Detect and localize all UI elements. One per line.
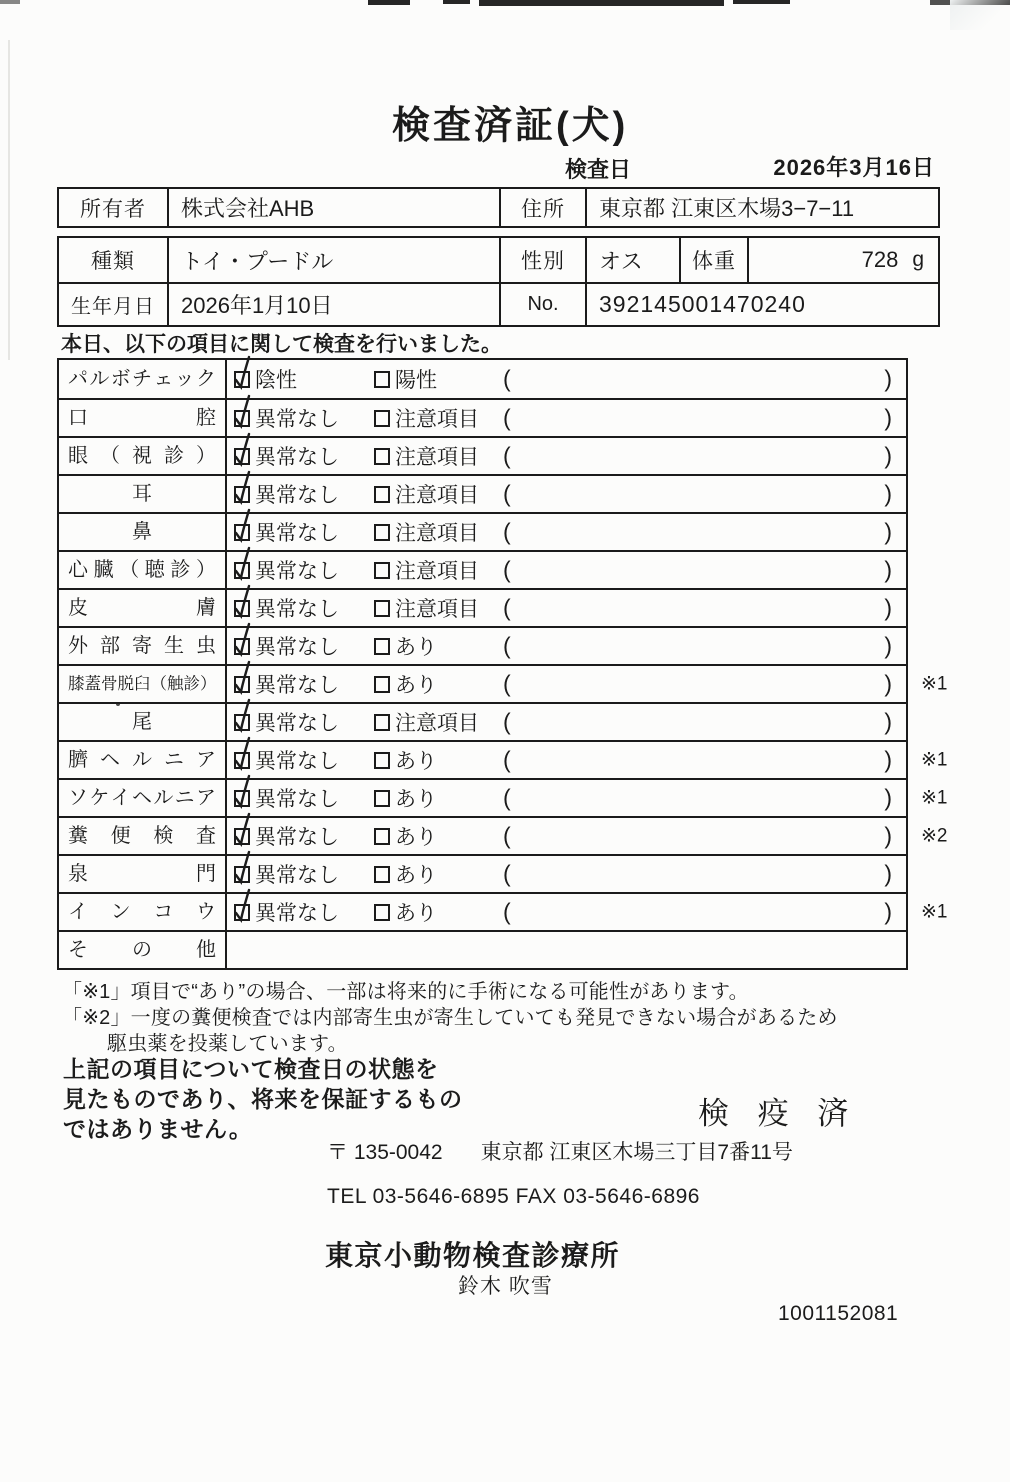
result-option-secondary bbox=[374, 403, 479, 433]
checklist-row bbox=[59, 588, 906, 626]
remarks-paren-open: ( bbox=[503, 518, 511, 545]
checklist-row-content bbox=[227, 438, 906, 474]
checkbox-checked-icon bbox=[234, 866, 250, 883]
result-option-secondary-label: あり bbox=[395, 636, 437, 659]
result-option-secondary bbox=[374, 897, 437, 927]
checklist-item-label: 泉 門 bbox=[59, 856, 227, 892]
remarks-paren-open: ( bbox=[503, 784, 511, 811]
result-option-secondary bbox=[374, 631, 437, 661]
check-mark-icon bbox=[232, 812, 254, 848]
result-option-secondary-label: 注意項目 bbox=[395, 522, 479, 545]
result-option-secondary bbox=[374, 364, 437, 394]
remarks-paren-close: ) bbox=[884, 365, 892, 392]
result-option-primary bbox=[234, 745, 339, 775]
scan-shade bbox=[950, 0, 1010, 30]
footnote-2-line1: 「※2」一度の糞便検査では内部寄生虫が寄生していても発見できない場合があるため bbox=[62, 1007, 838, 1029]
result-option-secondary-label: あり bbox=[395, 750, 437, 773]
weight-unit: g bbox=[912, 248, 924, 271]
sex-label: 性別 bbox=[499, 238, 585, 282]
remarks-paren-close: ) bbox=[884, 670, 892, 697]
scan-artifact bbox=[368, 0, 410, 5]
inspection-date-label: 検査日 bbox=[565, 157, 632, 182]
result-option-primary bbox=[234, 897, 339, 927]
result-option-secondary-label: 注意項目 bbox=[395, 712, 479, 735]
disclaimer-line: 上記の項目について検査日の状態を bbox=[63, 1056, 439, 1082]
checklist-item-label: 膝 蓋 骨 脱 臼 （ 触 診 ） bbox=[59, 666, 227, 702]
no-label: No. bbox=[499, 284, 585, 325]
result-option-primary-label: 異常なし bbox=[255, 560, 339, 583]
remarks-paren-close: ) bbox=[884, 708, 892, 735]
check-mark-icon bbox=[232, 888, 254, 924]
result-option-primary-label: 異常なし bbox=[255, 636, 339, 659]
result-option-secondary bbox=[374, 593, 479, 623]
result-option-primary bbox=[234, 555, 339, 585]
checklist-row-content bbox=[227, 400, 906, 436]
checklist-row bbox=[59, 702, 906, 740]
clinic-postal-code: 〒 135-0042 bbox=[327, 1141, 443, 1164]
result-option-primary-label: 異常なし bbox=[255, 598, 339, 621]
weight-value bbox=[747, 238, 938, 282]
result-option-primary-label: 異常なし bbox=[255, 826, 339, 849]
result-option-primary-label: 異常なし bbox=[255, 484, 339, 507]
footnote-ref: ※1 bbox=[921, 673, 948, 695]
checklist-row-content bbox=[227, 894, 906, 930]
result-option-primary bbox=[234, 403, 339, 433]
result-option-primary bbox=[234, 364, 297, 394]
serial-number: 1001152081 bbox=[778, 1302, 899, 1325]
quarantine-stamp: 検 疫 済 bbox=[698, 1096, 859, 1131]
result-option-primary-label: 異常なし bbox=[255, 446, 339, 469]
checklist-row bbox=[59, 854, 906, 892]
checkbox-icon bbox=[374, 600, 390, 617]
checkbox-checked-icon bbox=[234, 828, 250, 845]
remarks-paren-open: ( bbox=[503, 556, 511, 583]
owner-value: 株式会社AHB bbox=[167, 189, 499, 226]
checkbox-icon bbox=[374, 371, 390, 388]
checklist-item-label: 心 臓 （ 聴 診 ） bbox=[59, 552, 227, 588]
checkbox-icon bbox=[374, 448, 390, 465]
info-table bbox=[57, 236, 940, 327]
footnote-ref: ※2 bbox=[921, 825, 948, 847]
result-option-primary bbox=[234, 821, 339, 851]
remarks-paren-close: ) bbox=[884, 898, 892, 925]
footnote-ref: ※1 bbox=[921, 901, 948, 923]
scan-artifact bbox=[733, 0, 790, 4]
checklist-item-label: 耳 bbox=[59, 476, 227, 512]
result-option-secondary bbox=[374, 745, 437, 775]
clinic-name: 東京小動物検査診療所 bbox=[325, 1240, 621, 1271]
result-option-secondary-label: 陽性 bbox=[395, 369, 437, 392]
check-mark-icon bbox=[232, 774, 254, 810]
inspection-date-value: 2026年3月16日 bbox=[773, 155, 935, 180]
checkbox-checked-icon bbox=[234, 600, 250, 617]
remarks-paren-close: ) bbox=[884, 822, 892, 849]
checkbox-checked-icon bbox=[234, 676, 250, 693]
birth-label: 生年月日 bbox=[71, 296, 155, 318]
footnote-1: 「※1」項目で“あり”の場合、一部は将来的に手術になる可能性があります。 bbox=[62, 981, 749, 1003]
result-option-primary-label: 異常なし bbox=[255, 864, 339, 887]
checkbox-checked-icon bbox=[234, 562, 250, 579]
result-option-secondary bbox=[374, 479, 479, 509]
birth-value: 2026年1月10日 bbox=[167, 284, 499, 325]
remarks-paren-open: ( bbox=[503, 365, 511, 392]
result-option-primary bbox=[234, 707, 339, 737]
result-option-primary bbox=[234, 859, 339, 889]
remarks-paren-close: ) bbox=[884, 746, 892, 773]
result-option-primary bbox=[234, 593, 339, 623]
owner-table bbox=[57, 187, 940, 228]
result-option-secondary-label: 注意項目 bbox=[395, 408, 479, 431]
checklist-row bbox=[59, 930, 906, 968]
footnote-ref: ※1 bbox=[921, 749, 948, 771]
checklist-item-label: 鼻 bbox=[59, 514, 227, 550]
checkbox-checked-icon bbox=[234, 524, 250, 541]
result-option-secondary bbox=[374, 859, 437, 889]
result-option-secondary-label: あり bbox=[395, 674, 437, 697]
checklist-row-content bbox=[227, 932, 906, 968]
page-edge-line bbox=[8, 40, 10, 360]
checklist-row bbox=[59, 816, 948, 854]
result-option-primary bbox=[234, 631, 339, 661]
checklist-table bbox=[57, 358, 948, 970]
result-option-secondary bbox=[374, 783, 437, 813]
checklist-row-content bbox=[227, 856, 906, 892]
check-mark-icon bbox=[232, 546, 254, 582]
checklist-row bbox=[59, 664, 948, 702]
checkbox-checked-icon bbox=[234, 371, 250, 388]
result-option-secondary bbox=[374, 821, 437, 851]
checkbox-checked-icon bbox=[234, 904, 250, 921]
result-option-primary-label: 異常なし bbox=[255, 408, 339, 431]
checklist-item-label: そ の 他 bbox=[59, 932, 227, 968]
checkbox-checked-icon bbox=[234, 790, 250, 807]
result-option-secondary-label: あり bbox=[395, 826, 437, 849]
remarks-paren-close: ) bbox=[884, 404, 892, 431]
checkbox-icon bbox=[374, 828, 390, 845]
disclaimer-line: 見たものであり、将来を保証するもの bbox=[63, 1086, 463, 1112]
remarks-paren-open: ( bbox=[503, 898, 511, 925]
checklist-row-content bbox=[227, 704, 906, 740]
checklist-row bbox=[59, 778, 948, 816]
checkbox-icon bbox=[374, 524, 390, 541]
check-mark-icon bbox=[232, 660, 254, 696]
check-mark-icon bbox=[232, 470, 254, 506]
result-option-secondary-label: 注意項目 bbox=[395, 560, 479, 583]
result-option-secondary bbox=[374, 555, 479, 585]
footnote-2-line2: 駆虫薬を投薬しています。 bbox=[107, 1033, 348, 1055]
checklist-item-label: パ ル ボ チ ェ ッ ク bbox=[59, 360, 227, 398]
checklist-row bbox=[59, 892, 948, 930]
checkbox-icon bbox=[374, 562, 390, 579]
result-option-secondary bbox=[374, 707, 479, 737]
checklist-row bbox=[59, 436, 906, 474]
remarks-paren-open: ( bbox=[503, 594, 511, 621]
checklist-item-label: 尾 bbox=[59, 704, 227, 740]
checklist-row bbox=[59, 512, 906, 550]
checklist-item-label: 糞 便 検 査 bbox=[59, 818, 227, 854]
result-option-secondary bbox=[374, 517, 479, 547]
result-option-primary-label: 異常なし bbox=[255, 712, 339, 735]
address-label: 住所 bbox=[499, 189, 585, 226]
checklist-row bbox=[59, 740, 948, 778]
checkbox-icon bbox=[374, 676, 390, 693]
remarks-paren-close: ) bbox=[884, 860, 892, 887]
remarks-paren-open: ( bbox=[503, 480, 511, 507]
result-option-primary-label: 異常なし bbox=[255, 902, 339, 925]
checklist-row-content bbox=[227, 780, 906, 816]
checklist-row bbox=[59, 626, 906, 664]
remarks-paren-open: ( bbox=[503, 746, 511, 773]
disclaimer-line: ではありません。 bbox=[63, 1116, 253, 1142]
checklist-row-content bbox=[227, 628, 906, 664]
result-option-secondary-label: 注意項目 bbox=[395, 446, 479, 469]
checklist-row bbox=[59, 474, 906, 512]
remarks-paren-open: ( bbox=[503, 632, 511, 659]
checkbox-icon bbox=[374, 752, 390, 769]
clinic-postal-row bbox=[327, 1136, 793, 1166]
result-option-secondary bbox=[374, 669, 437, 699]
checkbox-checked-icon bbox=[234, 448, 250, 465]
checkbox-icon bbox=[374, 486, 390, 503]
checkbox-checked-icon bbox=[234, 714, 250, 731]
result-option-primary-label: 異常なし bbox=[255, 674, 339, 697]
checklist-item-label: 外 部 寄 生 虫 bbox=[59, 628, 227, 664]
checkbox-icon bbox=[374, 790, 390, 807]
checklist-row-content bbox=[227, 818, 906, 854]
checklist-row-content bbox=[227, 360, 906, 398]
checklist-item-label: 臍 ヘ ル ニ ア bbox=[59, 742, 227, 778]
remarks-paren-open: ( bbox=[503, 708, 511, 735]
checklist-row bbox=[59, 398, 906, 436]
breed-label: 種類 bbox=[91, 250, 135, 273]
remarks-paren-close: ) bbox=[884, 518, 892, 545]
result-option-secondary-label: 注意項目 bbox=[395, 484, 479, 507]
checkbox-checked-icon bbox=[234, 410, 250, 427]
checkbox-checked-icon bbox=[234, 638, 250, 655]
checklist-row-content bbox=[227, 666, 906, 702]
remarks-paren-close: ) bbox=[884, 556, 892, 583]
owner-label: 所有者 bbox=[80, 197, 146, 221]
checklist-item-label: ソ ケ イ ヘ ル ニ ア bbox=[59, 780, 227, 816]
result-option-primary-label: 異常なし bbox=[255, 750, 339, 773]
scan-artifact bbox=[443, 0, 470, 4]
checklist-item-label: イ ン コ ウ bbox=[59, 894, 227, 930]
result-option-primary-label: 異常なし bbox=[255, 522, 339, 545]
no-value: 392145001470240 bbox=[585, 284, 938, 325]
checklist-row-content bbox=[227, 742, 906, 778]
weight-label: 体重 bbox=[679, 238, 747, 282]
checklist-row bbox=[59, 360, 906, 398]
remarks-paren-close: ) bbox=[884, 594, 892, 621]
sex-value: オス bbox=[585, 238, 679, 282]
check-mark-icon bbox=[232, 508, 254, 544]
veterinarian-name: 鈴木 吹雪 bbox=[458, 1275, 553, 1298]
result-option-primary bbox=[234, 783, 339, 813]
check-mark-icon bbox=[232, 355, 254, 391]
breed-value: トイ・プードル bbox=[167, 238, 499, 282]
remarks-paren-close: ) bbox=[884, 784, 892, 811]
result-option-primary bbox=[234, 669, 339, 699]
result-option-primary bbox=[234, 441, 339, 471]
check-mark-icon bbox=[232, 736, 254, 772]
checklist-row-content bbox=[227, 476, 906, 512]
checkbox-icon bbox=[374, 638, 390, 655]
checklist-row-content bbox=[227, 552, 906, 588]
clinic-address: 東京都 江東区木場三丁目7番11号 bbox=[480, 1141, 793, 1164]
check-mark-icon bbox=[232, 622, 254, 658]
remarks-paren-open: ( bbox=[503, 670, 511, 697]
checklist-row-content bbox=[227, 590, 906, 626]
result-option-secondary-label: あり bbox=[395, 788, 437, 811]
result-option-primary bbox=[234, 479, 339, 509]
result-option-primary-label: 異常なし bbox=[255, 788, 339, 811]
result-option-secondary-label: あり bbox=[395, 902, 437, 925]
check-mark-icon bbox=[232, 850, 254, 886]
checklist-item-label: 眼 （ 視 診 ） bbox=[59, 438, 227, 474]
remarks-paren-open: ( bbox=[503, 442, 511, 469]
checkbox-icon bbox=[374, 410, 390, 427]
checkbox-checked-icon bbox=[234, 752, 250, 769]
checkbox-icon bbox=[374, 714, 390, 731]
scan-artifact bbox=[0, 0, 20, 4]
footnote-ref: ※1 bbox=[921, 787, 948, 809]
result-option-secondary-label: 注意項目 bbox=[395, 598, 479, 621]
disclaimer bbox=[63, 1054, 463, 1144]
remarks-paren-close: ) bbox=[884, 442, 892, 469]
remarks-paren-open: ( bbox=[503, 404, 511, 431]
checklist-row-content bbox=[227, 514, 906, 550]
result-option-secondary bbox=[374, 441, 479, 471]
address-value: 東京都 江東区木場3−7−11 bbox=[585, 189, 938, 226]
scan-artifact bbox=[479, 0, 724, 6]
page-title: 検査済証(犬) bbox=[392, 105, 629, 147]
checklist-item-label: 皮 膚 bbox=[59, 590, 227, 626]
checkbox-icon bbox=[374, 866, 390, 883]
check-mark-icon bbox=[232, 698, 254, 734]
remarks-paren-open: ( bbox=[503, 860, 511, 887]
check-mark-icon bbox=[232, 432, 254, 468]
check-mark-icon bbox=[232, 584, 254, 620]
checkbox-checked-icon bbox=[234, 486, 250, 503]
result-option-secondary-label: あり bbox=[395, 864, 437, 887]
checkbox-icon bbox=[374, 904, 390, 921]
clinic-tel-fax: TEL 03-5646-6895 FAX 03-5646-6896 bbox=[327, 1185, 700, 1208]
result-option-primary bbox=[234, 517, 339, 547]
checklist-item-label: 口 腔 bbox=[59, 400, 227, 436]
remarks-paren-close: ) bbox=[884, 480, 892, 507]
check-mark-icon bbox=[232, 394, 254, 430]
weight-number: 728 bbox=[861, 247, 899, 272]
intro-text: 本日、以下の項目に関して検査を行いました。 bbox=[61, 333, 502, 356]
remarks-paren-open: ( bbox=[503, 822, 511, 849]
remarks-paren-close: ) bbox=[884, 632, 892, 659]
checklist-row bbox=[59, 550, 906, 588]
result-option-primary-label: 陰性 bbox=[255, 369, 297, 392]
